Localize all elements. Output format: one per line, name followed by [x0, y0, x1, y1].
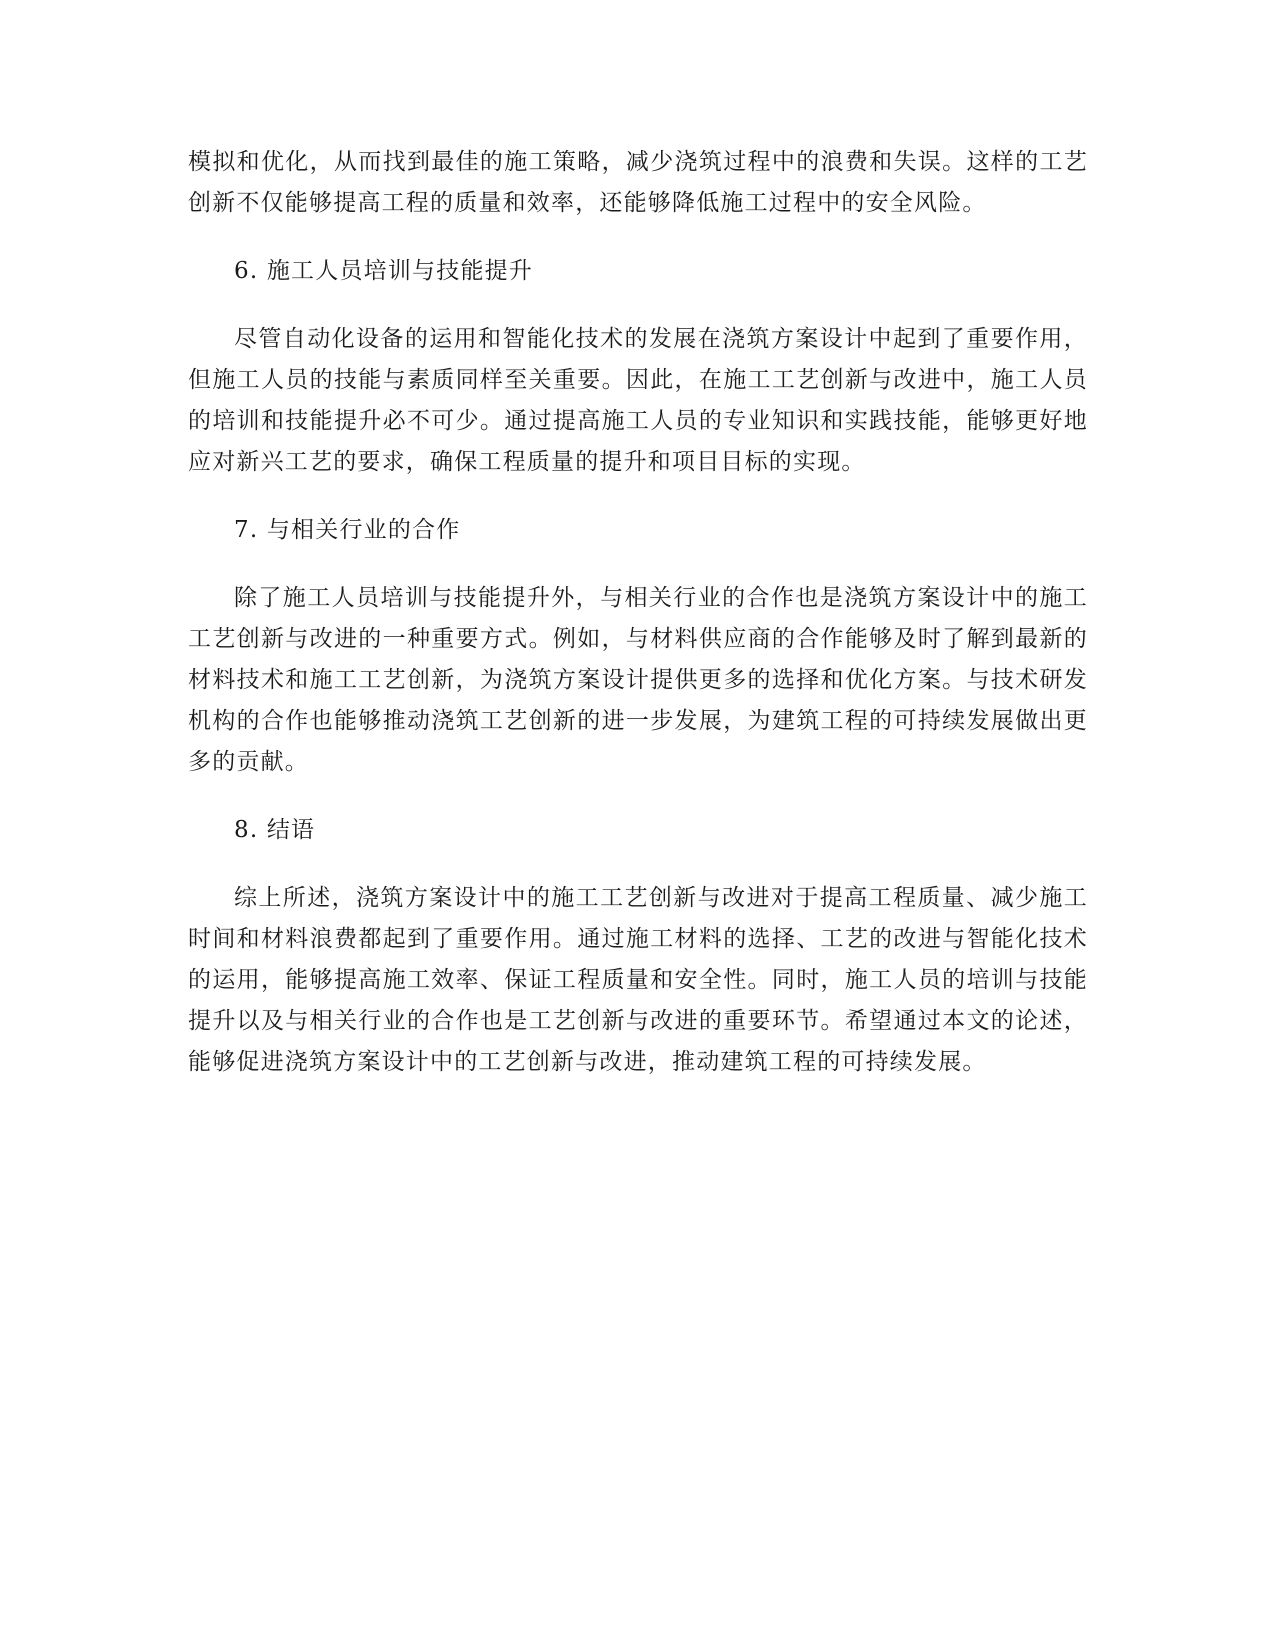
- section-heading-6: 6. 施工人员培训与技能提升: [234, 258, 534, 284]
- paragraph-training: 尽管自动化设备的运用和智能化技术的发展在浇筑方案设计中起到了重要作用，但施工人员的技能与素质同样至关重要。因此，在施工工艺创新与改进中，施工人员的培训和技能提升必不可少。通过提高施工人员的专业知识和实践技能，能够更好地应对新兴工艺的要求，确保工程质量的提升和项目目标的实现。: [188, 326, 1088, 475]
- section-heading-7: 7. 与相关行业的合作: [234, 517, 461, 543]
- paragraph-conclusion: 综上所述，浇筑方案设计中的施工工艺创新与改进对于提高工程质量、减少施工时间和材料浪费都起到了重要作用。通过施工材料的选择、工艺的改进与智能化技术的运用，能够提高施工效率、保证工程质量和安全性。同时，施工人员的培训与技能提升以及与相关行业的合作也是工艺创新与改进的重要环节。希望通过本文的论述，能够促进浇筑方案设计中的工艺创新与改进，推动建筑工程的可持续发展。: [188, 885, 1088, 1075]
- paragraph-continuation: 模拟和优化，从而找到最佳的施工策略，减少浇筑过程中的浪费和失误。这样的工艺创新不仅能够提高工程的质量和效率，还能够降低施工过程中的安全风险。: [188, 149, 1088, 216]
- section-heading-8: 8. 结语: [234, 817, 316, 843]
- document-body: [188, 142, 1088, 1110]
- paragraph-cooperation: 除了施工人员培训与技能提升外，与相关行业的合作也是浇筑方案设计中的施工工艺创新与改进的一种重要方式。例如，与材料供应商的合作能够及时了解到最新的材料技术和施工工艺创新，为浇筑方案设计提供更多的选择和优化方案。与技术研发机构的合作也能够推动浇筑工艺创新的进一步发展，为建筑工程的可持续发展做出更多的贡献。: [188, 585, 1088, 775]
